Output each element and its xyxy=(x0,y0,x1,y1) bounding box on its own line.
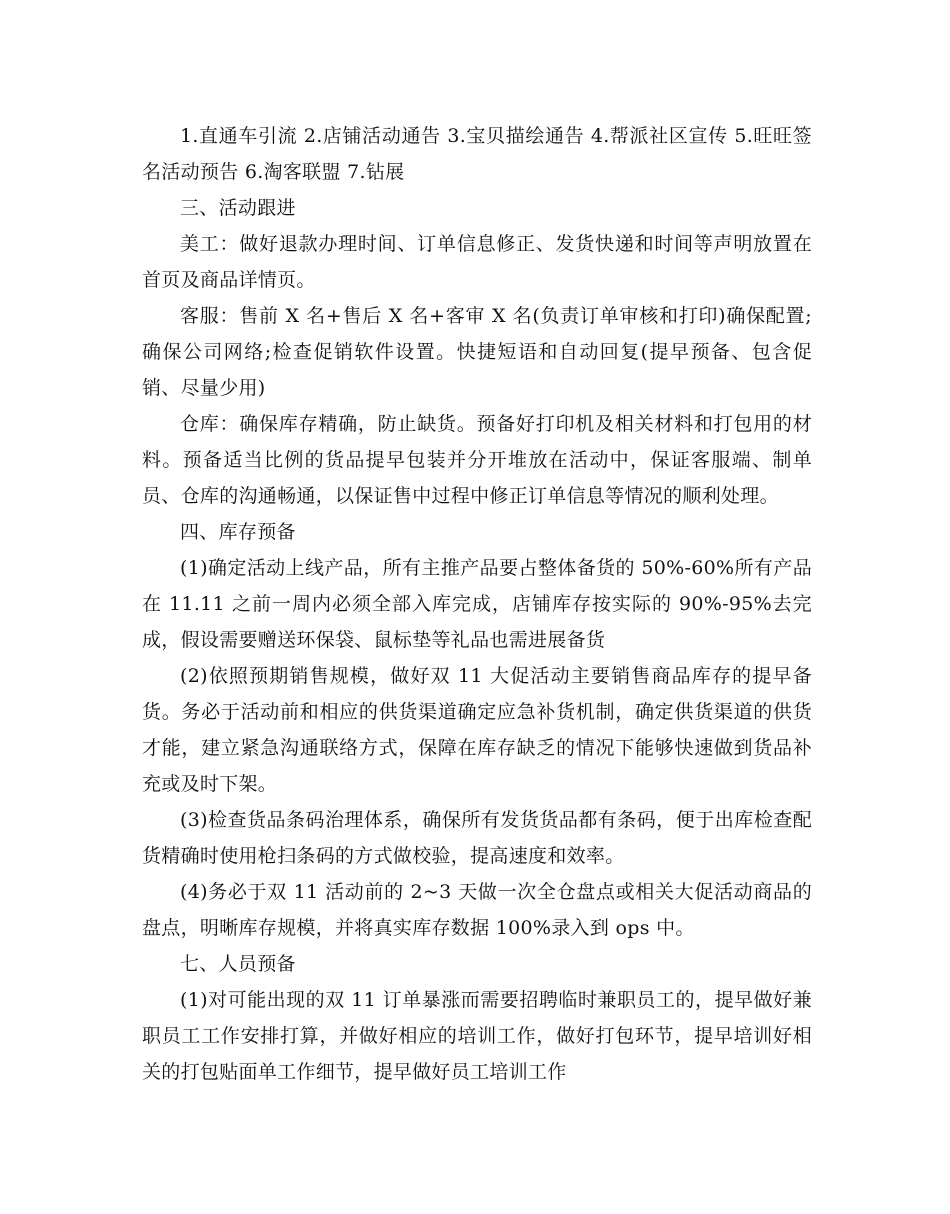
section-heading-staffing: 七、人员预备 xyxy=(180,953,296,975)
paragraph-inventory-1: (1)确定活动上线产品，所有主推产品要占整体备货的 50%-60%所有产品在 11.11 之前一周内必须全部入库完成，店铺库存按实际的 90%-95%去完成，假设需要赠送环保袋、鼠标垫等礼品也需进展备货 xyxy=(142,557,812,651)
paragraph-promotion-channels: 1.直通车引流 2.店铺活动通告 3.宝贝描绘通告 4.帮派社区宣传 5.旺旺签名活动预告 6.淘客联盟 7.钻展 xyxy=(142,125,812,183)
paragraph-inventory-4: (4)务必于双 11 活动前的 2~3 天做一次全仓盘点或相关大促活动商品的盘点，明晰库存规模，并将真实库存数据 100%录入到 ops 中。 xyxy=(142,881,812,939)
document-body xyxy=(142,118,812,1090)
paragraph-designer: 美工：做好退款办理时间、订单信息修正、发货快递和时间等声明放置在首页及商品详情页。 xyxy=(142,233,812,291)
paragraph-staffing-1: (1)对可能出现的双 11 订单暴涨而需要招聘临时兼职员工的，提早做好兼职员工工作安排打算，并做好相应的培训工作，做好打包环节，提早培训好相关的打包贴面单工作细节，提早做好员工培训工作 xyxy=(142,989,812,1083)
section-heading-activity-followup: 三、活动跟进 xyxy=(180,197,296,219)
paragraph-inventory-2: (2)依照预期销售规模，做好双 11 大促活动主要销售商品库存的提早备货。务必于活动前和相应的供货渠道确定应急补货机制，确定供货渠道的供货才能，建立紧急沟通联络方式，保障在库存缺乏的情况下能够快速做到货品补充或及时下架。 xyxy=(142,665,812,795)
section-heading-inventory: 四、库存预备 xyxy=(180,521,296,543)
paragraph-inventory-3: (3)检查货品条码治理体系，确保所有发货货品都有条码，便于出库检查配货精确时使用枪扫条码的方式做校验，提高速度和效率。 xyxy=(142,809,812,867)
paragraph-warehouse: 仓库：确保库存精确，防止缺货。预备好打印机及相关材料和打包用的材料。预备适当比例的货品提早包装并分开堆放在活动中，保证客服端、制单员、仓库的沟通畅通，以保证售中过程中修正订单信息等情况的顺利处理。 xyxy=(142,413,812,507)
paragraph-customer-service: 客服：售前 X 名+售后 X 名+客审 X 名(负责订单审核和打印)确保配置;确保公司网络;检查促销软件设置。快捷短语和自动回复(提早预备、包含促销、尽量少用) xyxy=(142,305,812,399)
